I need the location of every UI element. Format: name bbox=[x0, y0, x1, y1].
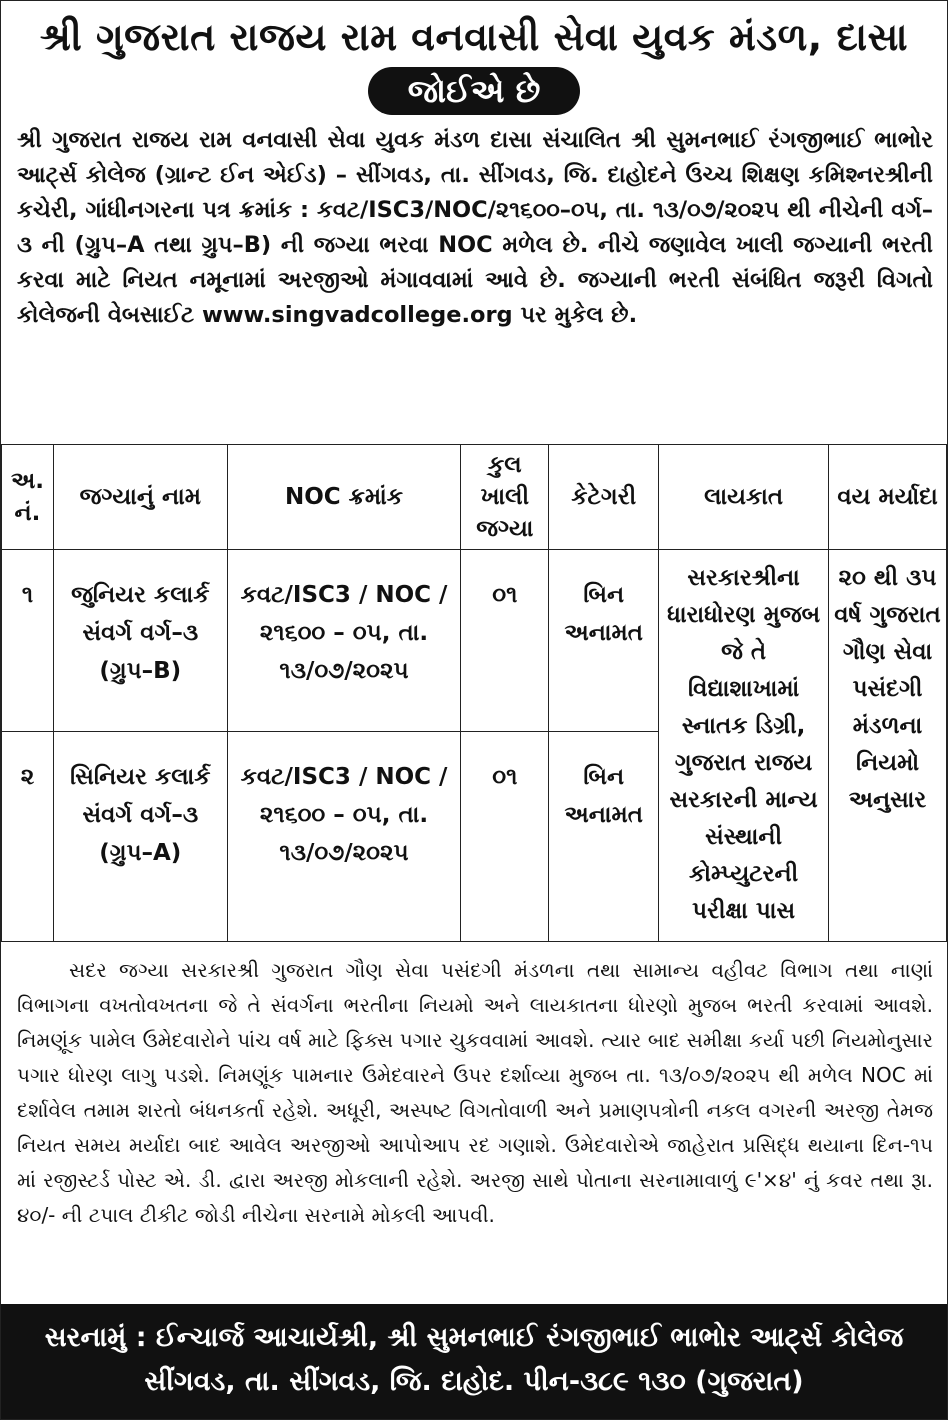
header-age: વય મર્યાદા bbox=[829, 445, 947, 550]
row-post: સિનિયર કલાર્ક સંવર્ગ વર્ગ–૩ (ગ્રુપ–A) bbox=[53, 732, 227, 942]
table-row bbox=[2, 550, 947, 732]
header-vacancies: કુલ ખાલી જગ્યા bbox=[461, 445, 549, 550]
organization-title: શ્રી ગુજરાત રાજય રામ વનવાસી સેવા યુવક મંડળ, દાસા bbox=[39, 15, 909, 59]
row-noc: કવટ/ISC3 / NOC /૨૧૬૦૦ – ૦૫, તા. ૧૩/૦૭/૨૦૨૫ bbox=[227, 550, 461, 732]
row-category: બિન અનામત bbox=[549, 732, 659, 942]
wanted-banner: જોઈએ છે bbox=[368, 67, 581, 115]
row-sr: ૧ bbox=[2, 550, 54, 732]
wanted-banner-wrap bbox=[1, 67, 947, 115]
terms-paragraph: સદર જગ્યા સરકારશ્રી ગુજરાત ગૌણ સેવા પસંદગી મંડળના તથા સામાન્ય વહીવટ વિભાગ તથા નાણાં વિભાગના વખતોવખતના જે તે સંવર્ગના ભરતીના નિયમો અને લાયકાતના ધોરણો મુજબ ભરતી કરવામાં આવશે. નિમણૂંક પામેલ ઉમેદવારોને પાંચ વર્ષ માટે ફિક્સ પગાર ચુકવવામાં આવશે. ત્યાર બાદ સમીક્ષા કર્યા પછી નિયમોનુસાર પગાર ધોરણ લાગુ પડશે. નિમણૂંક પામનાર ઉમેદવારને ઉપર દર્શાવ્યા મુજબ તા. ૧૩/૦૭/૨૦૨૫ થી મળેલ NOC માં દર્શાવેલ તમામ શરતો બંધનકર્તા રહેશે. અધૂરી, અસ્પષ્ટ વિગતોવાળી અને પ્રમાણપત્રોની નકલ વગરની અરજી તેમજ નિયત સમય મર્યાદા બાદ આવેલ અરજીઓ આપોઆપ રદ ગણાશે. ઉમેદવારોએ જાહેરાત પ્રસિદ્ધ થયાના દિન-૧૫ માં રજીસ્ટર્ડ પોસ્ટ એ. ડી. દ્વારા અરજી મોકલાની રહેશે. અરજી સાથે પોતાના સરનામાવાળું ૯'×૪' નું કવર તથા રૂા. ૪૦/- ની ટપાલ ટીકીટ જોડી નીચેના સરનામે મોકલી આપવી. bbox=[17, 958, 933, 1227]
row-post: જુનિયર કલાર્ક સંવર્ગ વર્ગ–૩ (ગ્રુપ–B) bbox=[53, 550, 227, 732]
address-line-1: સરનામું : ઈન્ચાર્જ આચાર્યશ્રી, શ્રી સુમનભાઈ રંગજીભાઈ ભાભોર આર્ટ્સ કોલેજ bbox=[44, 1322, 904, 1353]
row-vacancies: ૦૧ bbox=[461, 550, 549, 732]
table-header-row bbox=[2, 445, 947, 550]
header-qualification: લાયકાત bbox=[659, 445, 829, 550]
row-sr: ૨ bbox=[2, 732, 54, 942]
qualification-cell: સરકારશ્રીના ધારાધોરણ મુજબ જે તે વિદ્યાશાખામાં સ્નાતક ડિગ્રી, ગુજરાત રાજય સરકારની માન્ય સંસ્થાની કોમ્પ્યુટરની પરીક્ષા પાસ bbox=[659, 550, 829, 942]
intro-paragraph: શ્રી ગુજરાત રાજય રામ વનવાસી સેવા યુવક મંડળ દાસા સંચાલિત શ્રી સુમનભાઈ રંગજીભાઈ ભાભોર આર્ટ્સ કોલેજ (ગ્રાન્ટ ઈન એઈડ) – સીંગવડ, તા. સીંગવડ, જિ. દાહોદને ઉચ્ચ શિક્ષણ કમિશ્નરશ્રીની કચેરી, ગાંધીનગરના પત્ર ક્રમાંક : કવટ/ISC3/NOC/૨૧૬૦૦–૦૫, તા. ૧૩/૦૭/૨૦૨૫ થી નીચેની વર્ગ–૩ ની (ગ્રુપ–A તથા ગ્રુપ–B) ની જગ્યા ભરવા NOC મળેલ છે. નીચે જણાવેલ ખાલી જગ્યાની ભરતી કરવા માટે નિયત નમૂનામાં અરજીઓ મંગાવવામાં આવે છે. જગ્યાની ભરતી સંબંધિત જરૂરી વિગતો કોલેજની વેબસાઈટ www.singvadcollege.org પર મુકેલ છે. bbox=[17, 127, 933, 328]
header-noc: NOC ક્રમાંક bbox=[227, 445, 461, 550]
header-category: કેટેગરી bbox=[549, 445, 659, 550]
header-post: જગ્યાનું નામ bbox=[53, 445, 227, 550]
row-vacancies: ૦૧ bbox=[461, 732, 549, 942]
row-category: બિન અનામત bbox=[549, 550, 659, 732]
vacancy-table bbox=[1, 444, 947, 942]
row-noc: કવટ/ISC3 / NOC /૨૧૬૦૦ – ૦૫, તા. ૧૩/૦૭/૨૦૨૫ bbox=[227, 732, 461, 942]
header-sr: અ. નં. bbox=[2, 445, 54, 550]
address-footer bbox=[1, 1304, 947, 1419]
address-line-2: સીંગવડ, તા. સીંગવડ, જિ. દાહોદ. પીન-૩૮૯ ૧૩૦ (ગુજરાત) bbox=[144, 1366, 804, 1397]
age-limit-cell: ૨૦ થી ૩૫ વર્ષ ગુજરાત ગૌણ સેવા પસંદગી મંડળના નિયમો અનુસાર bbox=[829, 550, 947, 942]
